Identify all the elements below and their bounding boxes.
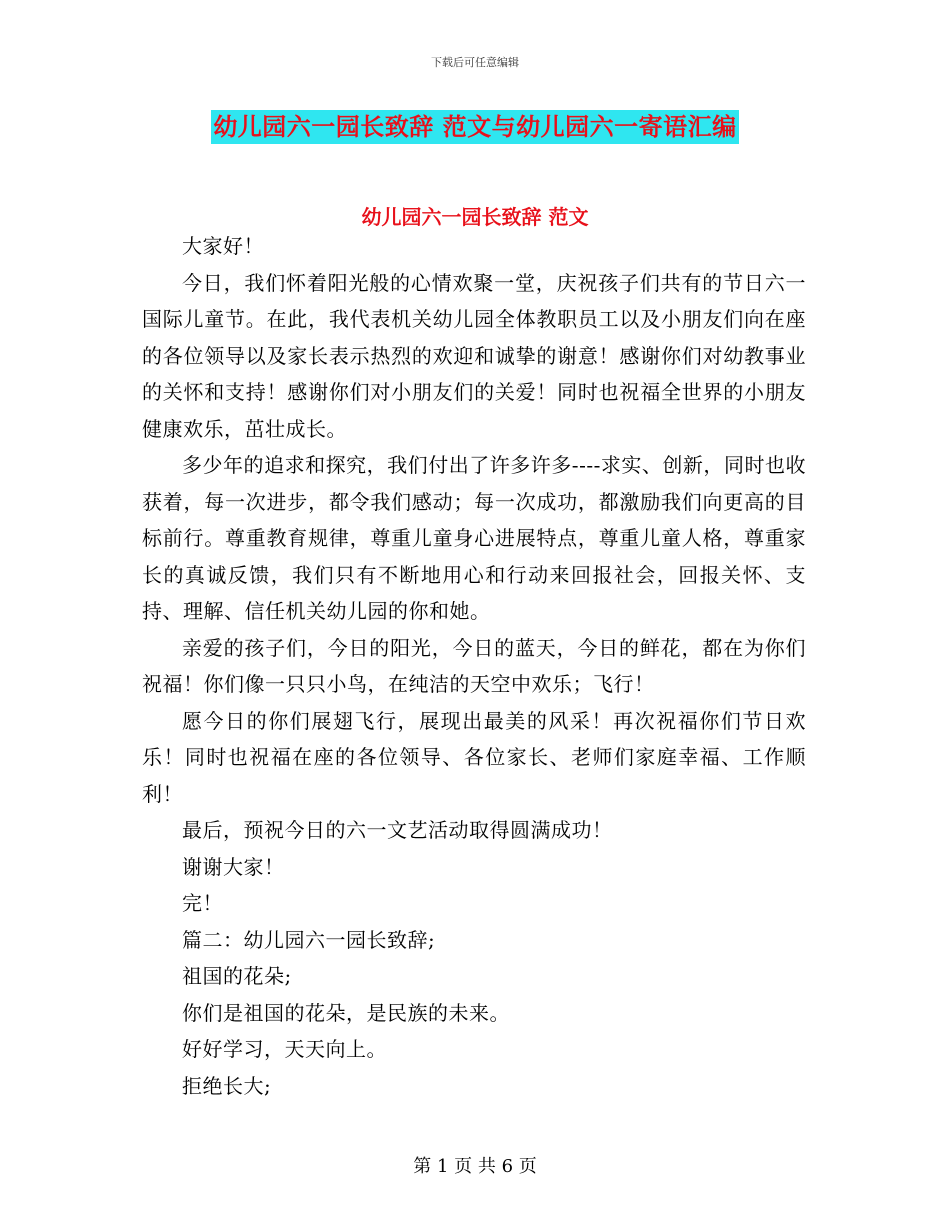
paragraph: 亲爱的孩子们，今日的阳光，今日的蓝天，今日的鲜花，都在为你们祝福！你们像一只只小鸟，在纯洁的天空中欢乐；飞行！ (142, 635, 806, 696)
paragraph: 今日，我们怀着阳光般的心情欢聚一堂，庆祝孩子们共有的节日六一 国际儿童节。在此，我代表机关幼儿园全体教职员工以及小朋友们向在座的各位领导以及家长表示热烈的欢迎和诚挚的谢意！感谢你们对幼教事业的关怀和支持！感谢你们对小朋友们的关爱！同时也祝福全世界的小朋友健康欢乐，茁壮成长。 (142, 270, 806, 441)
paragraph: 你们是祖国的花朵，是民族的未来。 (182, 1000, 510, 1025)
paragraph: 祖国的花朵; (182, 964, 292, 988)
header-note: 下载后可任意编辑 (431, 56, 519, 69)
paragraph: 愿今日的你们展翅飞行，展现出最美的风采！再次祝福你们节日欢乐！同时也祝福在座的各位领导、各位家长、老师们家庭幸福、工作顺利！ (142, 708, 806, 806)
paragraph: 完！ (182, 891, 223, 915)
main-title: 幼儿园六一园长致辞 范文与幼儿园六一寄语汇编 (211, 110, 738, 144)
sub-title: 幼儿园六一园长致辞 范文 (361, 205, 589, 229)
paragraph: 拒绝长大; (182, 1073, 272, 1098)
page-number-footer: 第 1 页 共 6 页 (413, 1156, 537, 1177)
paragraph: 篇二：幼儿园六一园长致辞; (182, 927, 436, 952)
paragraph: 好好学习，天天向上。 (182, 1037, 387, 1061)
paragraph: 谢谢大家！ (182, 854, 285, 879)
paragraph: 多少年的追求和探究，我们付出了许多许多----求实、创新，同时也收获着，每一次进步，都令我们感动；每一次成功，都激励我们向更高的目标前行。尊重教育规律，尊重儿童身心进展特点，尊重儿童人格，尊重家长的真诚反馈，我们只有不断地用心和行动来回报社会，回报关怀、支持、理解、信任机关幼儿园的你和她。 (142, 453, 806, 623)
document-body (142, 228, 806, 1104)
paragraph: 大家好！ (182, 234, 264, 258)
main-title-container (0, 110, 950, 144)
paragraph: 最后，预祝今日的六一文艺活动取得圆满成功！ (182, 818, 613, 842)
